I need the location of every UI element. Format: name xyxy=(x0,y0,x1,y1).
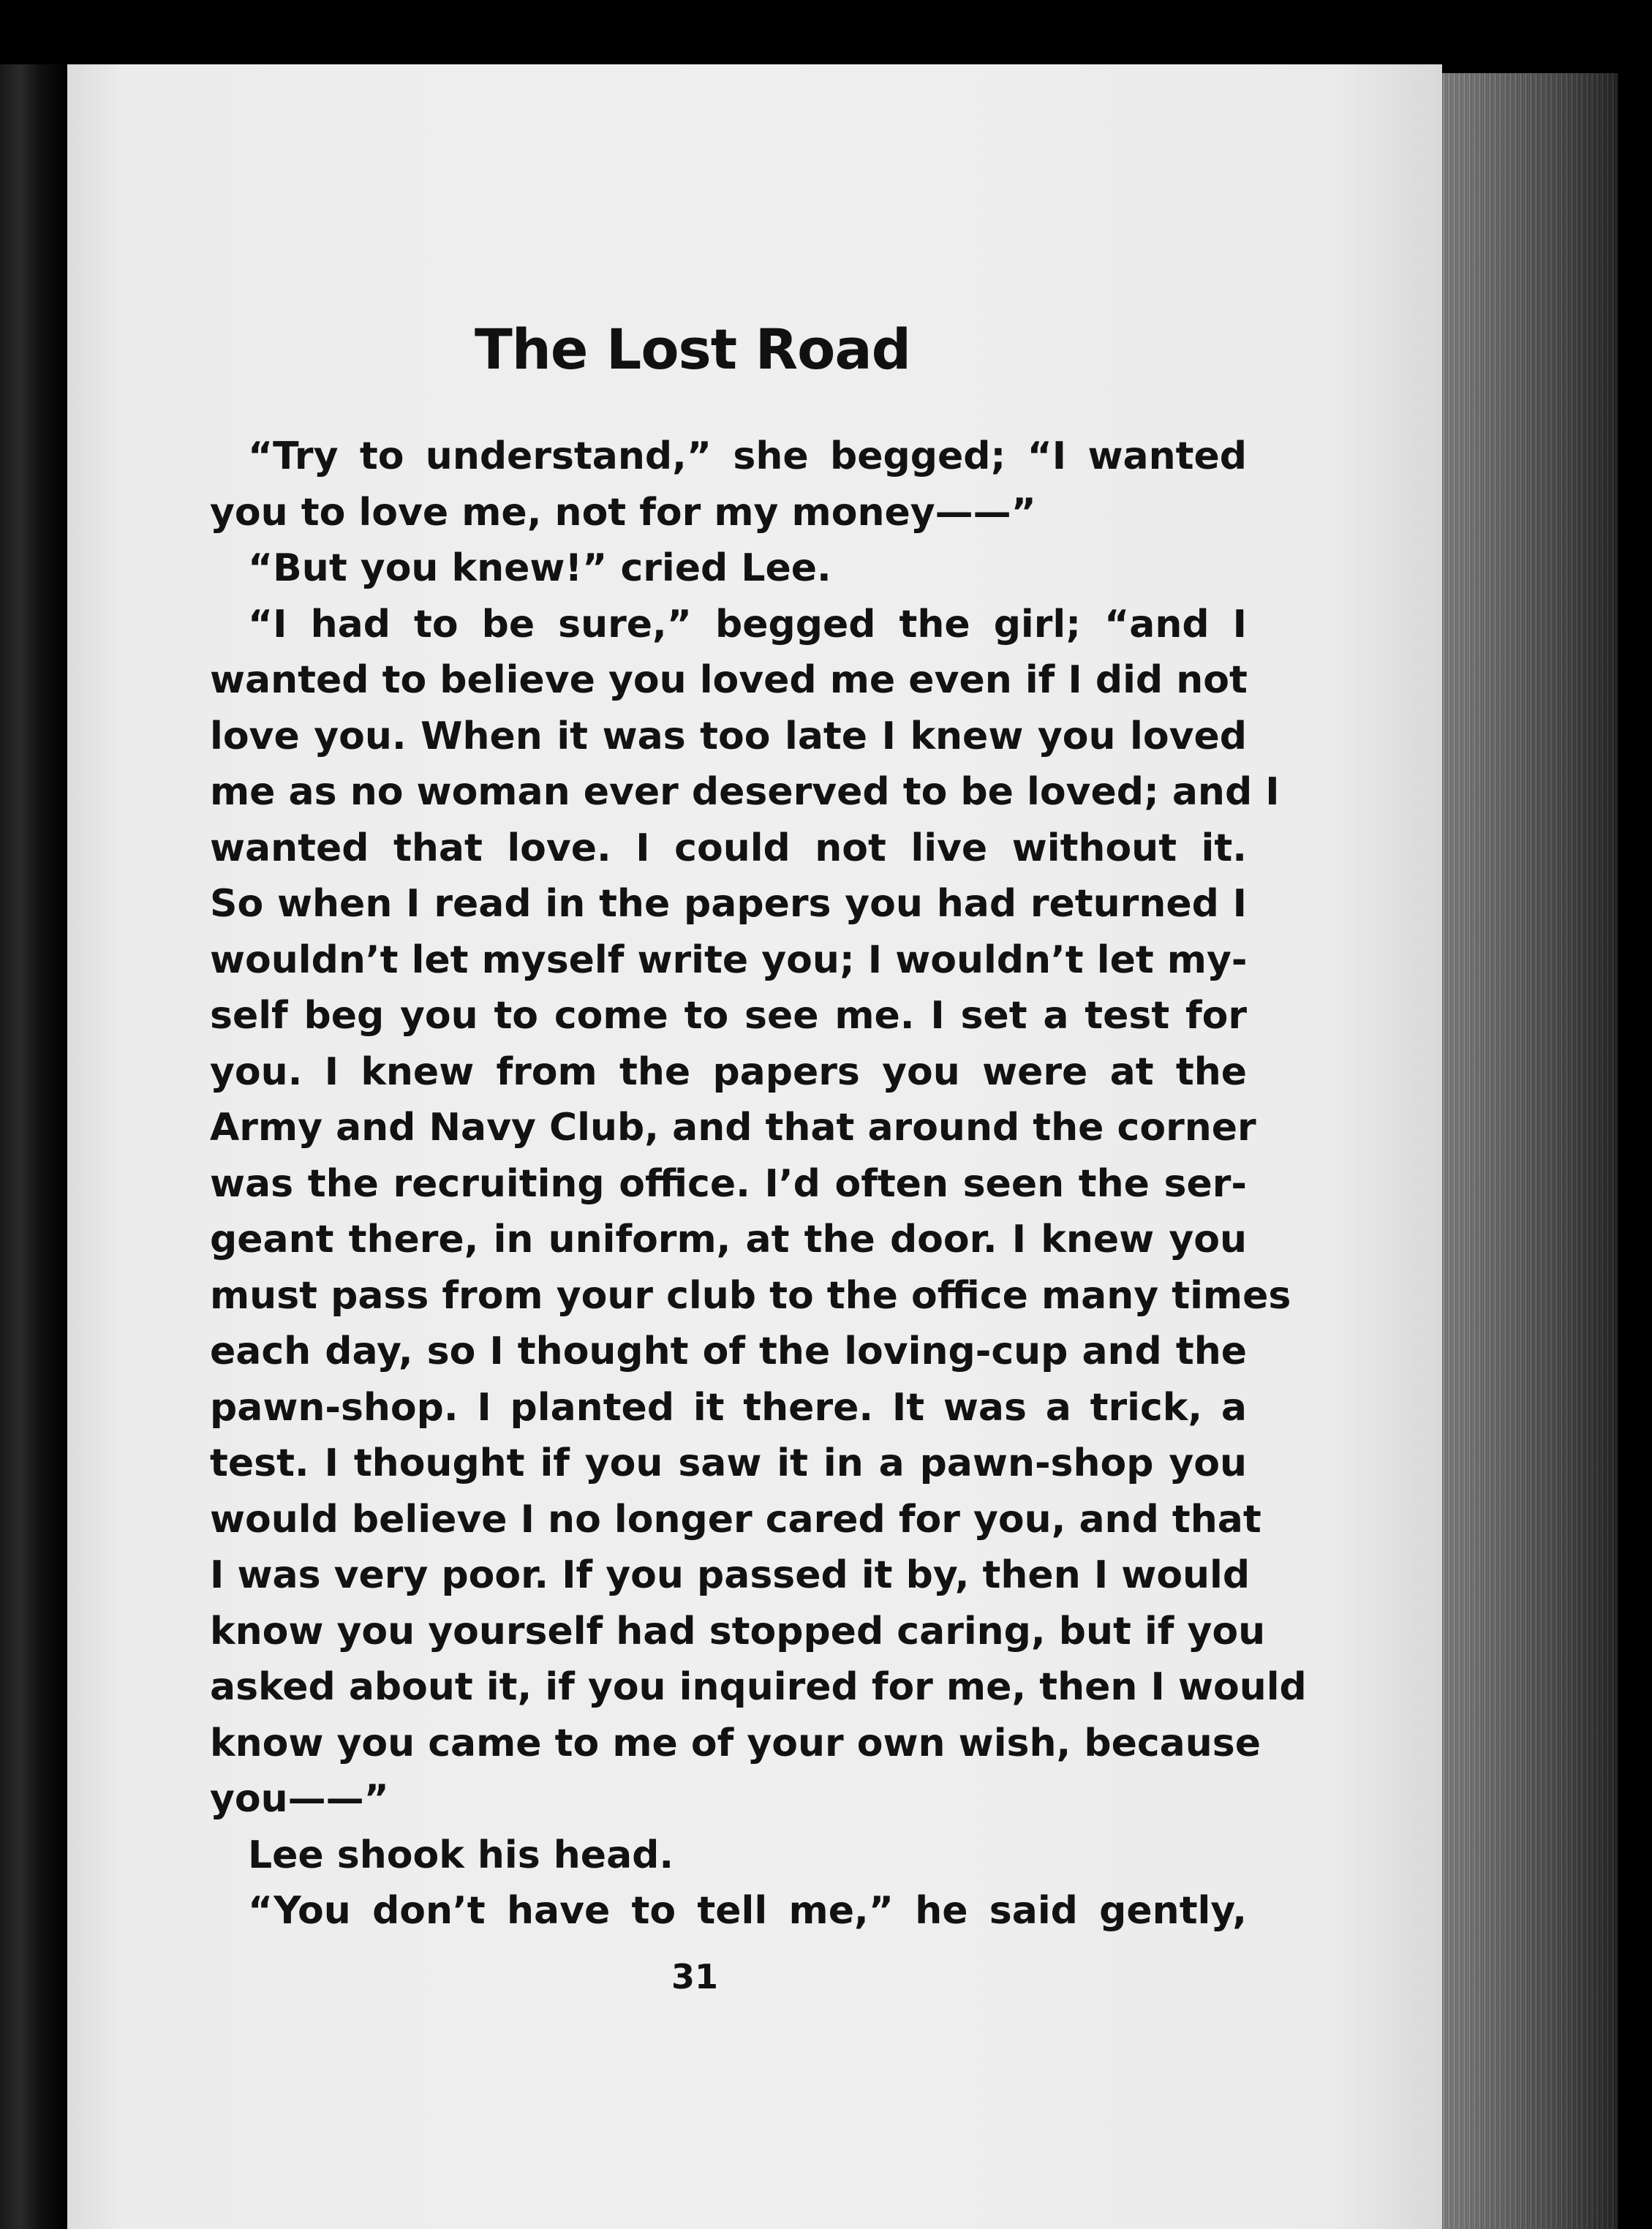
text-line: test. I thought if you saw it in a pawn-shop you xyxy=(210,1441,1247,1485)
text-line: Army and Navy Club, and that around the corner xyxy=(210,1106,1256,1150)
text-line: self beg you to come to see me. I set a test for xyxy=(210,994,1247,1038)
text-line: asked about it, if you inquired for me, then I would xyxy=(210,1665,1307,1709)
book-page xyxy=(67,64,1442,2229)
text-line: each day, so I thought of the loving-cup and the xyxy=(210,1330,1247,1373)
text-line: must pass from your club to the office many times xyxy=(210,1273,1291,1318)
text-line: you——” xyxy=(210,1777,389,1821)
text-line: you to love me, not for my money——” xyxy=(210,490,1036,535)
text-line: me as no woman ever deserved to be loved; and I xyxy=(210,770,1280,814)
text-line: wanted that love. I could not live without it. xyxy=(210,826,1247,870)
text-line: “You don’t have to tell me,” he said gently, xyxy=(248,1889,1247,1933)
text-line: love you. When it was too late I knew you loved xyxy=(210,714,1247,758)
text-line: know you yourself had stopped caring, but if you xyxy=(210,1609,1266,1653)
text-line: was the recruiting office. I’d often seen the ser- xyxy=(210,1161,1247,1206)
text-line: pawn-shop. I planted it there. It was a trick, a xyxy=(210,1385,1247,1430)
text-line: would believe I no longer cared for you, and that xyxy=(210,1497,1261,1542)
body-text xyxy=(210,429,1307,1939)
text-line: “I had to be sure,” begged the girl; “and I xyxy=(248,602,1247,646)
page-block-edge xyxy=(1442,73,1618,2229)
text-line: wanted to believe you loved me even if I did not xyxy=(210,658,1248,702)
text-line: “But you knew!” cried Lee. xyxy=(248,546,831,590)
left-page-edge xyxy=(0,64,67,2229)
running-head: The Lost Road xyxy=(474,317,911,382)
text-line: geant there, in uniform, at the door. I knew you xyxy=(210,1218,1247,1261)
text-line: know you came to me of your own wish, because xyxy=(210,1721,1261,1765)
text-line: “Try to understand,” she begged; “I wanted xyxy=(248,434,1247,478)
text-line: you. I knew from the papers you were at the xyxy=(210,1049,1247,1094)
text-line: So when I read in the papers you had returned I xyxy=(210,882,1247,926)
text-line: I was very poor. If you passed it by, then I would xyxy=(210,1553,1251,1597)
page-number: 31 xyxy=(671,1957,718,1996)
text-line: Lee shook his head. xyxy=(248,1833,674,1877)
text-line: wouldn’t let myself write you; I wouldn’t let my- xyxy=(210,938,1248,982)
